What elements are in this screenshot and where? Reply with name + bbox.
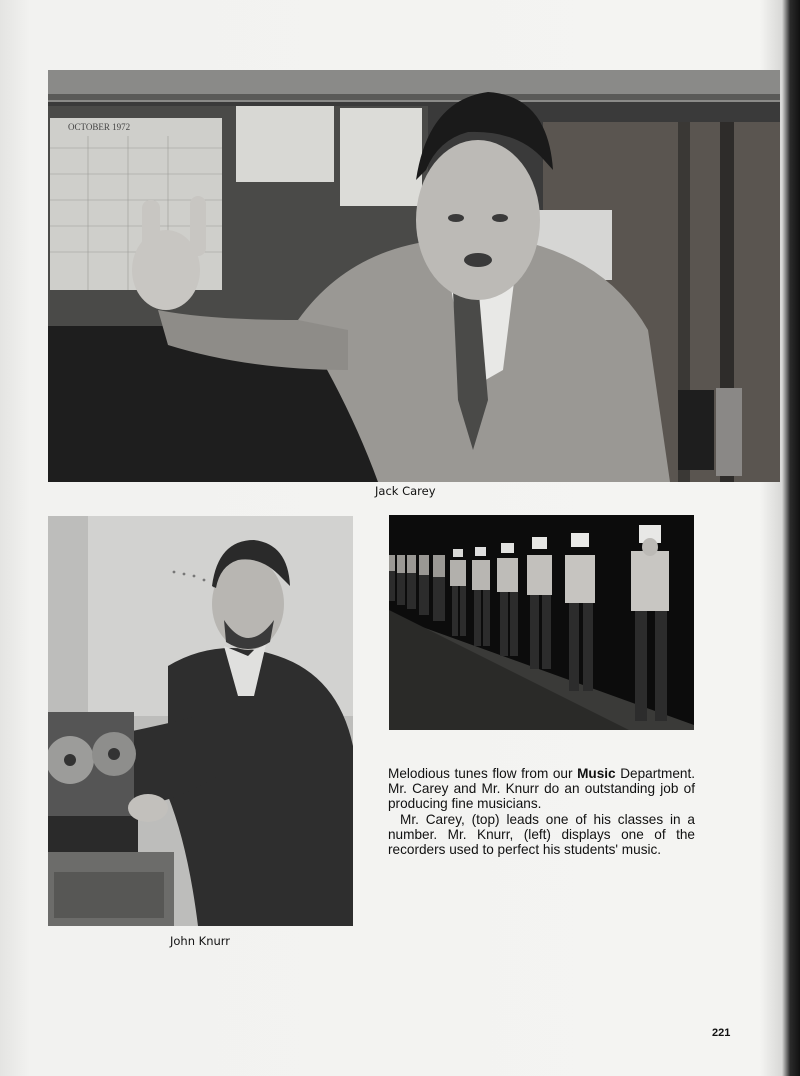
article-p1-rest: Department. Mr. Carey and Mr. Knurr do an outstanding job of producing fine musicians. [388, 766, 695, 812]
article-paragraph-1 [388, 766, 695, 812]
page-number: 221 [712, 1027, 731, 1039]
photo-jack-carey [48, 70, 780, 482]
photo-john-knurr [48, 516, 353, 926]
article-p1-bold-music: Music [577, 766, 616, 781]
article-paragraph-2: Mr. Carey, (top) leads one of his classes in a number. Mr. Knurr, (left) displays one of the recorders used to perfect his students' music. [388, 811, 695, 858]
article-body [388, 766, 695, 857]
article-p1-lead: Melodious tunes flow from our [388, 766, 578, 781]
caption-john-knurr: John Knurr [170, 934, 231, 948]
calendar-month-text: OCTOBER 1972 [68, 122, 131, 132]
photo-marching-band [389, 515, 694, 730]
caption-jack-carey: Jack Carey [375, 484, 436, 498]
